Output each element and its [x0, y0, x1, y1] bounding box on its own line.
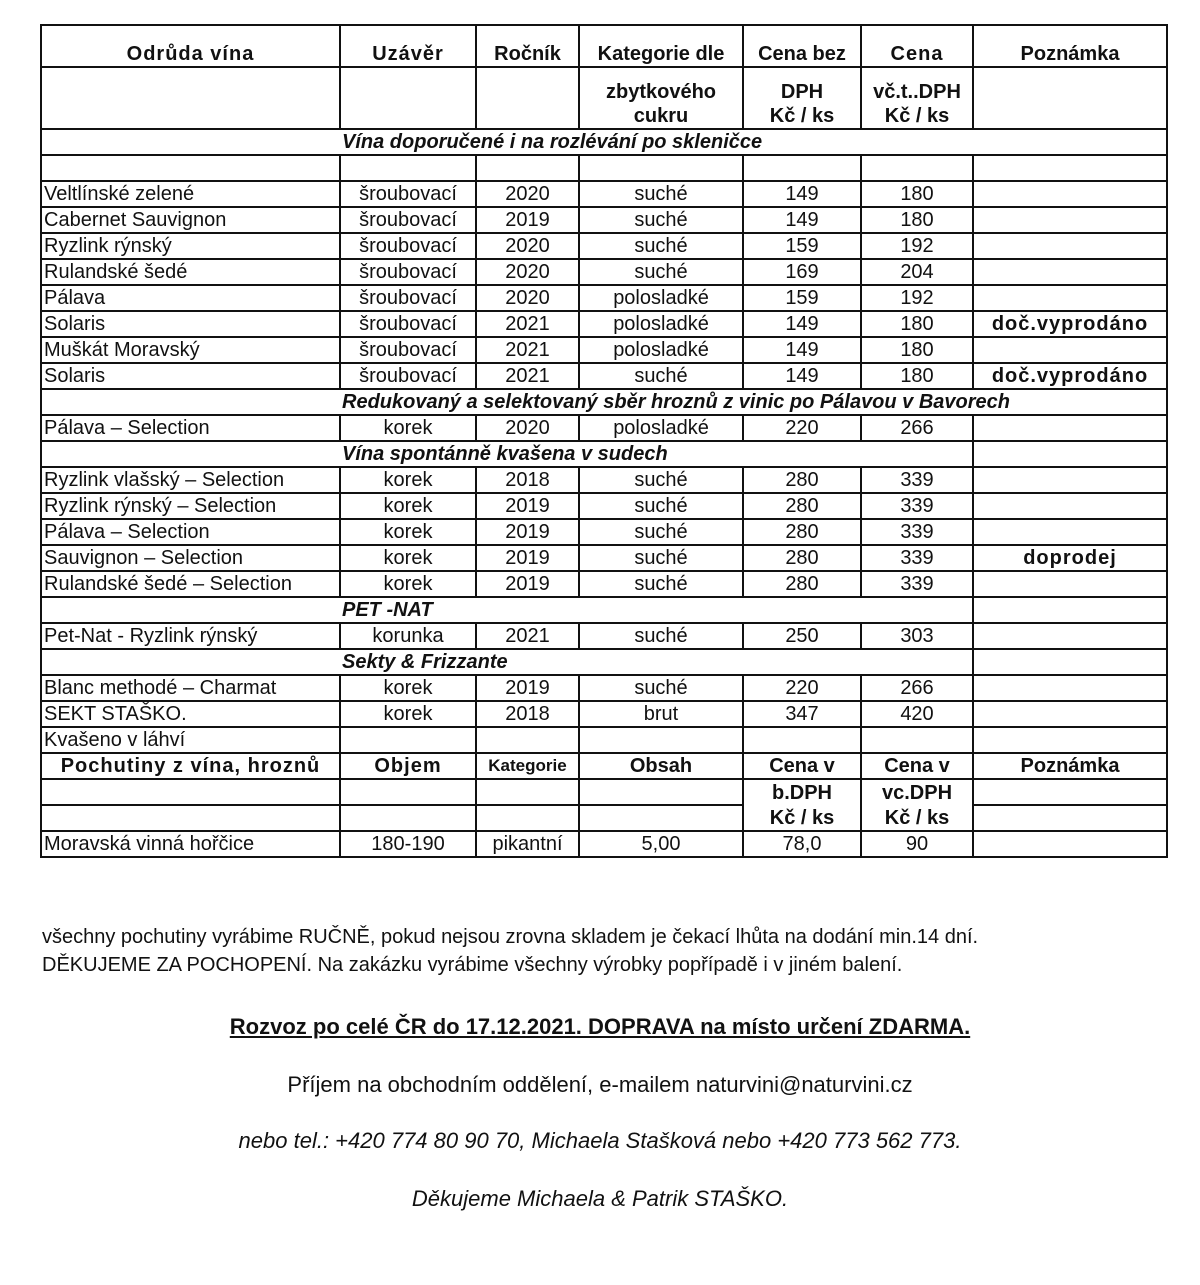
header-cell: Ročník [476, 25, 579, 67]
category-cell: suché [579, 467, 743, 493]
price-net-cell: 280 [743, 545, 861, 571]
note-line: DĚKUJEME ZA POCHOPENÍ. Na zakázku vyrábime všechny výrobky popřípadě i v jiném balení. [42, 954, 903, 976]
variety-cell: Kvašeno v láhví [41, 727, 340, 753]
price-gross-cell: 266 [861, 675, 973, 701]
header-cell: Kč / ks [743, 805, 861, 831]
price-gross-cell: 266 [861, 415, 973, 441]
note-cell [973, 831, 1167, 857]
header-cell: Uzávěr [340, 25, 476, 67]
content-cell: 5,00 [579, 831, 743, 857]
header-cell: zbytkového [579, 67, 743, 104]
price-net-cell: 220 [743, 675, 861, 701]
note-cell [973, 259, 1167, 285]
table-row [41, 467, 1167, 493]
variety-cell: Blanc methodé – Charmat [41, 675, 340, 701]
price-gross-cell: 339 [861, 545, 973, 571]
vintage-cell: 2018 [476, 467, 579, 493]
header-cell: cukru [579, 104, 743, 129]
header-row [41, 67, 1167, 104]
price-net-cell: 220 [743, 415, 861, 441]
vintage-cell: 2019 [476, 545, 579, 571]
price-net-cell [743, 727, 861, 753]
variety-cell: Ryzlink vlašský – Selection [41, 467, 340, 493]
variety-cell: Rulandské šedé [41, 259, 340, 285]
closure-cell: šroubovací [340, 311, 476, 337]
vintage-cell: 2019 [476, 519, 579, 545]
table-row [41, 675, 1167, 701]
vintage-cell: 2019 [476, 675, 579, 701]
note-cell: doprodej [973, 545, 1167, 571]
vintage-cell: 2020 [476, 415, 579, 441]
note-cell [973, 337, 1167, 363]
table-row [41, 545, 1167, 571]
category-cell: suché [579, 545, 743, 571]
price-gross-cell: 90 [861, 831, 973, 857]
category-cell: suché [579, 493, 743, 519]
note-cell [973, 467, 1167, 493]
closure-cell: šroubovací [340, 363, 476, 389]
price-net-cell: 149 [743, 337, 861, 363]
table-row [41, 493, 1167, 519]
price-net-cell: 149 [743, 207, 861, 233]
category-cell [579, 727, 743, 753]
category-cell: polosladké [579, 337, 743, 363]
section-row [41, 389, 1167, 415]
price-gross-cell: 180 [861, 337, 973, 363]
table-row [41, 701, 1167, 727]
header-row [41, 25, 1167, 67]
table-row [41, 727, 1167, 753]
price-net-cell: 159 [743, 233, 861, 259]
vintage-cell: 2021 [476, 363, 579, 389]
table-row [41, 337, 1167, 363]
table-row [41, 181, 1167, 207]
note-cell [973, 675, 1167, 701]
category-cell: suché [579, 363, 743, 389]
vintage-cell: 2019 [476, 493, 579, 519]
price-net-cell: 280 [743, 571, 861, 597]
note-cell [973, 519, 1167, 545]
variety-cell: Ryzlink rýnský [41, 233, 340, 259]
price-gross-cell [861, 727, 973, 753]
category-cell: suché [579, 519, 743, 545]
condiments-header-row [41, 753, 1167, 779]
closure-cell: korek [340, 571, 476, 597]
variety-cell: Pet-Nat - Ryzlink rýnský [41, 623, 340, 649]
condiments-header-row [41, 805, 1167, 831]
variety-cell: Pálava [41, 285, 340, 311]
price-net-cell: 250 [743, 623, 861, 649]
volume-cell: 180-190 [340, 831, 476, 857]
variety-cell: Muškát Moravský [41, 337, 340, 363]
price-net-cell: 149 [743, 311, 861, 337]
note-cell [973, 415, 1167, 441]
closure-cell: šroubovací [340, 285, 476, 311]
price-net-cell: 280 [743, 519, 861, 545]
header-cell: Obsah [579, 753, 743, 779]
vintage-cell: 2019 [476, 571, 579, 597]
price-gross-cell: 204 [861, 259, 973, 285]
note-cell [973, 623, 1167, 649]
table-row [41, 571, 1167, 597]
variety-cell: Solaris [41, 311, 340, 337]
variety-cell: Sauvignon – Selection [41, 545, 340, 571]
table-row [41, 519, 1167, 545]
header-cell: vc.DPH [861, 779, 973, 805]
section-row [41, 441, 1167, 467]
closure-cell: korek [340, 519, 476, 545]
category-cell: suché [579, 207, 743, 233]
price-net-cell: 169 [743, 259, 861, 285]
header-cell: Kategorie dle [579, 25, 743, 67]
header-cell: DPH [743, 67, 861, 104]
category-cell: polosladké [579, 415, 743, 441]
note-cell [973, 493, 1167, 519]
price-net-cell: 280 [743, 493, 861, 519]
thanks-line: Děkujeme Michaela & Patrik STAŠKO. [411, 1186, 789, 1211]
section-row [41, 597, 1167, 623]
header-cell: Cena v [861, 753, 973, 779]
variety-cell: Pálava – Selection [41, 415, 340, 441]
section-row [41, 649, 1167, 675]
category-cell: suché [579, 675, 743, 701]
product-cell: Moravská vinná hořčice [41, 831, 340, 857]
table-row [41, 623, 1167, 649]
section-row [41, 129, 1167, 155]
note-cell: doč.vyprodáno [973, 363, 1167, 389]
variety-cell: Cabernet Sauvignon [41, 207, 340, 233]
closure-cell: korek [340, 493, 476, 519]
vintage-cell: 2020 [476, 259, 579, 285]
header-cell: Kč / ks [743, 104, 861, 129]
header-cell: b.DPH [743, 779, 861, 805]
closure-cell [340, 727, 476, 753]
category-cell: suché [579, 623, 743, 649]
variety-cell: Ryzlink rýnský – Selection [41, 493, 340, 519]
section-title: Sekty & Frizzante [41, 649, 973, 675]
category-cell: suché [579, 571, 743, 597]
category-cell: brut [579, 701, 743, 727]
price-net-cell: 149 [743, 181, 861, 207]
category-cell: pikantní [476, 831, 579, 857]
vintage-cell: 2020 [476, 233, 579, 259]
table-row [41, 207, 1167, 233]
variety-cell: Solaris [41, 363, 340, 389]
note-cell [973, 571, 1167, 597]
closure-cell: šroubovací [340, 337, 476, 363]
header-cell: Kategorie [476, 753, 579, 779]
closure-cell: korek [340, 415, 476, 441]
price-net-cell: 280 [743, 467, 861, 493]
contact-line: Příjem na obchodním oddělení, e-mailem naturvini@naturvini.cz [287, 1072, 913, 1097]
category-cell: suché [579, 233, 743, 259]
vintage-cell: 2021 [476, 311, 579, 337]
note-cell [973, 181, 1167, 207]
closure-cell: šroubovací [340, 259, 476, 285]
closure-cell: korek [340, 545, 476, 571]
table-row [41, 285, 1167, 311]
table-row [41, 363, 1167, 389]
blank-row [41, 155, 1167, 181]
variety-cell: Pálava – Selection [41, 519, 340, 545]
vintage-cell: 2018 [476, 701, 579, 727]
closure-cell: šroubovací [340, 233, 476, 259]
closure-cell: korek [340, 675, 476, 701]
price-net-cell: 347 [743, 701, 861, 727]
category-cell: polosladké [579, 285, 743, 311]
header-cell: Poznámka [973, 25, 1167, 67]
header-cell: Kč / ks [861, 805, 973, 831]
variety-cell: SEKT STAŠKO. [41, 701, 340, 727]
table-row [41, 259, 1167, 285]
table-row [41, 311, 1167, 337]
header-cell: Objem [340, 753, 476, 779]
category-cell: suché [579, 181, 743, 207]
closure-cell: šroubovací [340, 181, 476, 207]
price-gross-cell: 180 [861, 311, 973, 337]
price-gross-cell: 303 [861, 623, 973, 649]
closure-cell: šroubovací [340, 207, 476, 233]
header-cell: vč.t..DPH [861, 67, 973, 104]
vintage-cell [476, 727, 579, 753]
closure-cell: korunka [340, 623, 476, 649]
price-gross-cell: 180 [861, 181, 973, 207]
phone-line: nebo tel.: +420 774 80 90 70, Michaela Stašková nebo +420 773 562 773. [238, 1128, 962, 1153]
header-cell: Kč / ks [861, 104, 973, 129]
note-cell [973, 285, 1167, 311]
category-cell: polosladké [579, 311, 743, 337]
header-cell: Cena v [743, 753, 861, 779]
header-cell: Poznámka [973, 753, 1167, 779]
note-cell [973, 701, 1167, 727]
price-gross-cell: 192 [861, 285, 973, 311]
price-net-cell: 159 [743, 285, 861, 311]
vintage-cell: 2020 [476, 181, 579, 207]
table-row [41, 415, 1167, 441]
note-line: všechny pochutiny vyrábime RUČNĚ, pokud nejsou zrovna skladem je čekací lhůta na dodání min.14 dní. [42, 926, 979, 948]
header-cell: Cena bez [743, 25, 861, 67]
price-gross-cell: 180 [861, 363, 973, 389]
price-gross-cell: 192 [861, 233, 973, 259]
wine-price-table [40, 24, 1168, 858]
price-gross-cell: 339 [861, 467, 973, 493]
note-cell [973, 233, 1167, 259]
note-cell [973, 207, 1167, 233]
price-gross-cell: 339 [861, 571, 973, 597]
header-cell: Cena [861, 25, 973, 67]
category-cell: suché [579, 259, 743, 285]
price-gross-cell: 339 [861, 519, 973, 545]
price-net-cell: 149 [743, 363, 861, 389]
header-cell: Odrůda vína [41, 25, 340, 67]
vintage-cell: 2021 [476, 623, 579, 649]
note-cell [973, 727, 1167, 753]
section-title: PET -NAT [41, 597, 973, 623]
variety-cell: Rulandské šedé – Selection [41, 571, 340, 597]
section-title: Vína doporučené i na rozlévání po skleničce [41, 129, 1167, 155]
table-row [41, 233, 1167, 259]
note-cell: doč.vyprodáno [973, 311, 1167, 337]
section-title: Redukovaný a selektovaný sběr hroznů z vinic po Pálavou v Bavorech [41, 389, 1167, 415]
price-gross-cell: 339 [861, 493, 973, 519]
closure-cell: korek [340, 467, 476, 493]
price-gross-cell: 180 [861, 207, 973, 233]
variety-cell: Veltlínské zelené [41, 181, 340, 207]
delivery-notice: Rozvoz po celé ČR do 17.12.2021. DOPRAVA na místo určení ZDARMA. [229, 1014, 971, 1039]
vintage-cell: 2019 [476, 207, 579, 233]
section-title: Vína spontánně kvašena v sudech [41, 441, 973, 467]
vintage-cell: 2021 [476, 337, 579, 363]
header-row [41, 104, 1167, 129]
condiments-header-row [41, 779, 1167, 805]
condiment-row [41, 831, 1167, 857]
price-net-cell: 78,0 [743, 831, 861, 857]
vintage-cell: 2020 [476, 285, 579, 311]
header-cell: Pochutiny z vína, hroznů [41, 753, 340, 779]
closure-cell: korek [340, 701, 476, 727]
price-gross-cell: 420 [861, 701, 973, 727]
